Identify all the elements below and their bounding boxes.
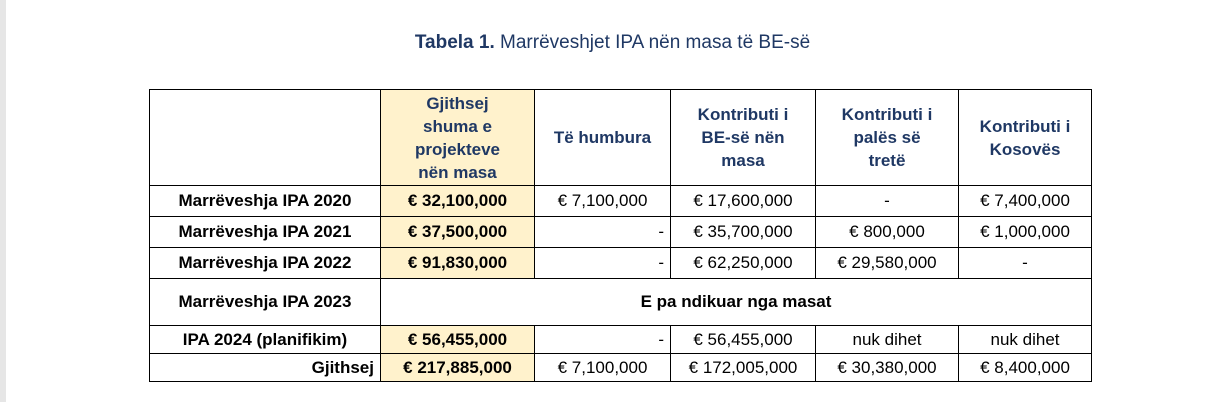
cell-lost: - — [535, 248, 671, 279]
table-row — [150, 326, 1092, 354]
cell-eu: € 62,250,000 — [671, 248, 816, 279]
cell-total: € 37,500,000 — [381, 217, 535, 248]
cell-third: nuk dihet — [816, 326, 959, 354]
table-header-row — [150, 90, 1092, 186]
header-third-party-contribution: Kontributi i palës së tretë — [816, 90, 959, 186]
row-label: Gjithsej — [150, 354, 381, 382]
cell-eu: € 17,600,000 — [671, 186, 816, 217]
table-row — [150, 186, 1092, 217]
cell-kosovo: nuk dihet — [959, 326, 1092, 354]
row-label: Marrëveshja IPA 2020 — [150, 186, 381, 217]
cell-lost: € 7,100,000 — [535, 354, 671, 382]
page-edge — [0, 0, 6, 402]
header-total: Gjithsej shuma e projekteve nën masa — [381, 90, 535, 186]
header-kosovo-contribution: Kontributi i Kosovës — [959, 90, 1092, 186]
table-total-row — [150, 354, 1092, 382]
cell-eu: € 35,700,000 — [671, 217, 816, 248]
cell-lost: - — [535, 217, 671, 248]
table-row — [150, 248, 1092, 279]
cell-third: € 30,380,000 — [816, 354, 959, 382]
cell-kosovo: € 7,400,000 — [959, 186, 1092, 217]
cell-eu: € 172,005,000 — [671, 354, 816, 382]
caption-label: Tabela 1. — [414, 32, 495, 53]
cell-third: € 29,580,000 — [816, 248, 959, 279]
cell-note: E pa ndikuar nga masat — [381, 279, 1092, 326]
header-lost: Të humbura — [535, 90, 671, 186]
cell-kosovo: € 1,000,000 — [959, 217, 1092, 248]
cell-lost: - — [535, 326, 671, 354]
header-eu-contribution: Kontributi i BE-së nën masa — [671, 90, 816, 186]
row-label: Marrëveshja IPA 2022 — [150, 248, 381, 279]
row-label: Marrëveshja IPA 2021 — [150, 217, 381, 248]
row-label: IPA 2024 (planifikim) — [150, 326, 381, 354]
ipa-agreements-table — [149, 89, 1092, 382]
cell-eu: € 56,455,000 — [671, 326, 816, 354]
table-row — [150, 217, 1092, 248]
cell-kosovo: - — [959, 248, 1092, 279]
cell-total: € 217,885,000 — [381, 354, 535, 382]
header-empty — [150, 90, 381, 186]
cell-lost: € 7,100,000 — [535, 186, 671, 217]
cell-kosovo: € 8,400,000 — [959, 354, 1092, 382]
cell-third: € 800,000 — [816, 217, 959, 248]
cell-total: € 56,455,000 — [381, 326, 535, 354]
cell-third: - — [816, 186, 959, 217]
cell-total: € 91,830,000 — [381, 248, 535, 279]
cell-total: € 32,100,000 — [381, 186, 535, 217]
caption-text: Marrëveshjet IPA nën masa të BE-së — [494, 32, 811, 53]
table-caption — [0, 32, 1225, 54]
row-label: Marrëveshja IPA 2023 — [150, 279, 381, 326]
table-row — [150, 279, 1092, 326]
